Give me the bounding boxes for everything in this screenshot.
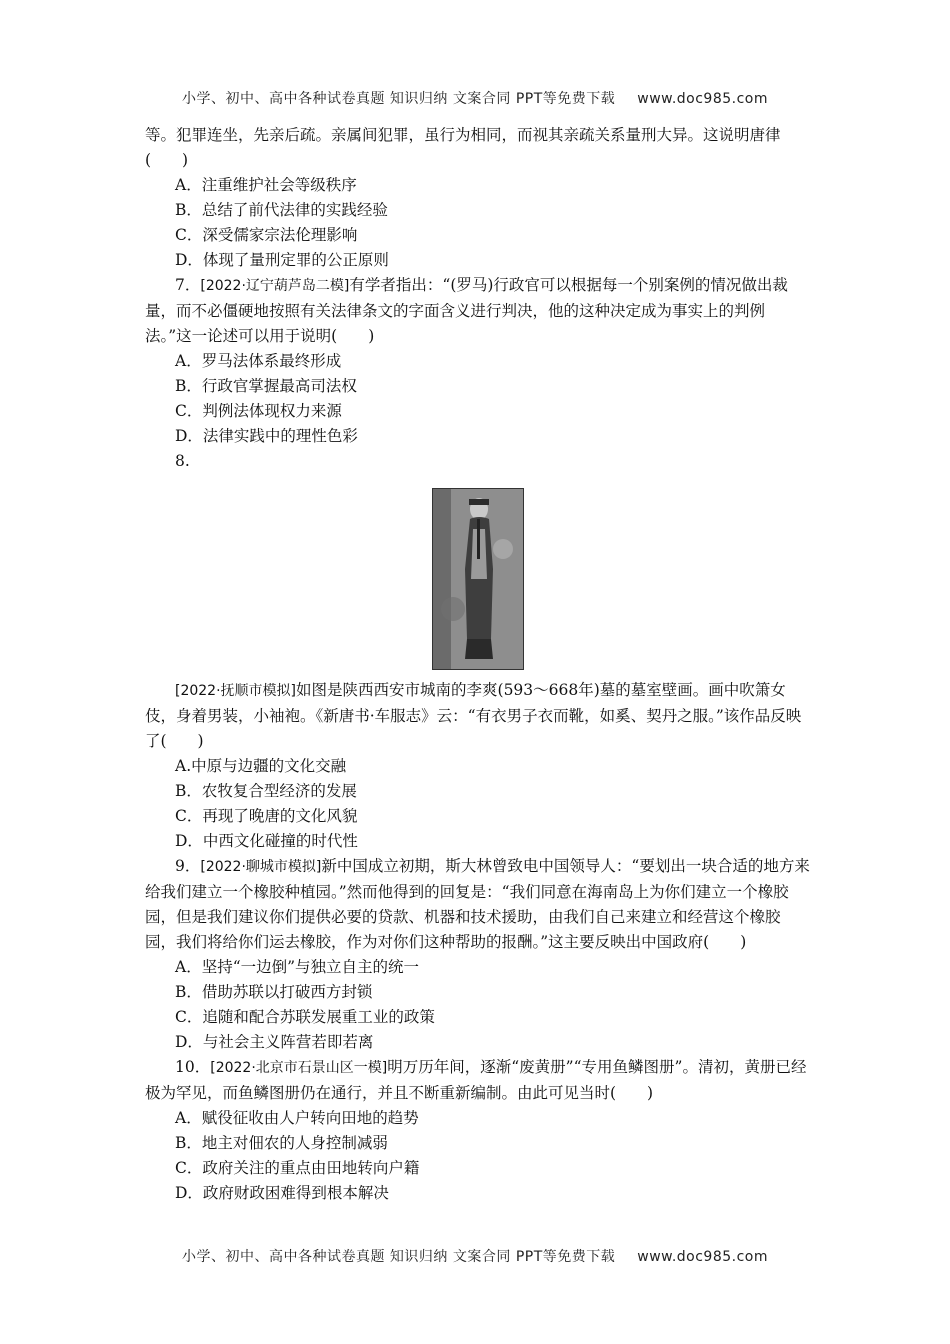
q6-option-d: D．体现了量刑定罪的公正原则 [175,251,389,269]
q8-source: [2022·抚顺市模拟] [175,683,297,699]
q8-option-b: B．农牧复合型经济的发展 [175,782,357,800]
q9-option-c: C．追随和配合苏联发展重工业的政策 [175,1008,435,1026]
q6-stem: 等。犯罪连坐，先亲后疏。亲属间犯罪，虽行为相同，而视其亲疏关系量刑大异。这说明唐律( ) [145,126,781,169]
mural-painting-image [433,489,523,669]
q9-option-a: A．坚持“一边倒”与独立自主的统一 [175,958,420,976]
q10-stem [145,1055,810,1106]
footer-text: 小学、初中、高中各种试卷真题 知识归纳 文案合同 PPT等免费下载 [181,1249,616,1265]
q7-option-d: D．法律实践中的理性色彩 [175,427,358,445]
q6-option-a: A．注重维护社会等级秩序 [175,176,357,194]
q7-source: [2022·辽宁葫芦岛二模] [200,278,350,294]
q6-option-b: B．总结了前代法律的实践经验 [175,201,388,219]
q7-option-a: A．罗马法体系最终形成 [175,352,342,370]
mural-figure [432,488,524,670]
q8-option-d: D．中西文化碰撞的时代性 [175,832,358,850]
q10-option-c: C．政府关注的重点由田地转向户籍 [175,1159,420,1177]
q9-source: [2022·聊城市模拟] [200,859,322,875]
header-site: www.doc985.com [637,91,769,107]
q9-option-d: D．与社会主义阵营若即若离 [175,1033,374,1051]
q7-option-c: C．判例法体现权力来源 [175,402,342,420]
header-text: 小学、初中、高中各种试卷真题 知识归纳 文案合同 PPT等免费下载 [181,91,616,107]
q10-option-b: B．地主对佃农的人身控制减弱 [175,1134,388,1152]
q10-option-d: D．政府财政困难得到根本解决 [175,1184,389,1202]
q9-option-b: B．借助苏联以打破西方封锁 [175,983,373,1001]
q8-option-c: C．再现了晚唐的文化风貌 [175,807,358,825]
q8-option-a: A.中原与边疆的文化交融 [175,757,347,775]
q10-number: 10． [175,1058,211,1076]
q7-text: 有学者指出：“(罗马)行政官可以根据每一个别案例的情况做出裁量，而不必僵硬地按照有关法律条文的字面含义进行判决，他的这种决定成为事实上的判例法。”这一论述可以用于说明( ) [145,276,788,345]
q8-stem [145,678,810,754]
q9-number: 9． [175,857,201,875]
q9-text: 新中国成立初期，斯大林曾致电中国领导人：“要划出一块合适的地方来给我们建立一个橡胶种植园。”然而他得到的回复是：“我们同意在海南岛上为你们建立一个橡胶园，但是我们建议你们提供必要的贷款、机器和技术援助，由我们自己来建立和经营这个橡胶园，我们将给你们运去橡胶，作为对你们这种帮助的报酬。”这主要反映出中国政府( ) [145,857,810,951]
q10-text: 明万历年间，逐渐“废黄册”“专用鱼鳞图册”。清初，黄册已经极为罕见，而鱼鳞图册仍在通行，并且不断重新编制。由此可见当时( ) [145,1058,807,1102]
q7-stem [145,273,810,349]
q7-number: 7． [175,276,201,294]
page-footer [0,1246,950,1266]
q7-option-b: B．行政官掌握最高司法权 [175,377,357,395]
exam-content [145,123,810,1206]
q6-option-c: C．深受儒家宗法伦理影响 [175,226,358,244]
page-header [0,88,950,108]
q8-number: 8. [175,452,190,470]
q8-text: 如图是陕西西安市城南的李爽(593～668年)墓的墓室壁画。画中吹箫女伎，身着男装，小袖袍。《新唐书·车服志》云：“有衣男子衣而靴，如奚、契丹之服。”该作品反映了( ) [145,681,802,750]
q10-option-a: A．赋役征收由人户转向田地的趋势 [175,1109,419,1127]
q10-source: [2022·北京市石景山区一模] [210,1060,388,1076]
footer-site: www.doc985.com [637,1249,769,1265]
q9-stem [145,854,810,955]
